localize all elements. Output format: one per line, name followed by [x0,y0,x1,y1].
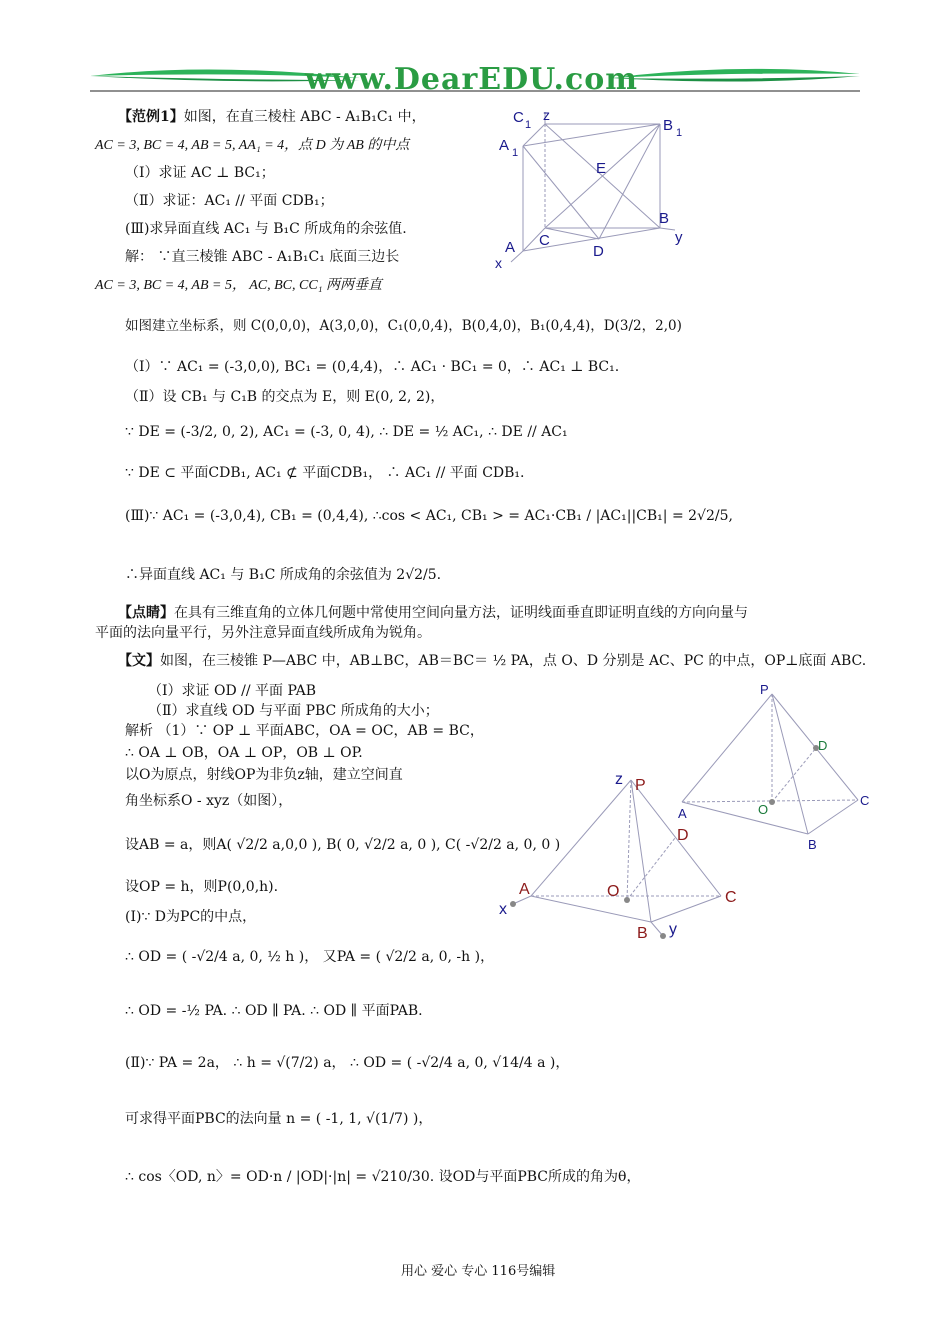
note-text2: 平面的法向量平行，另外注意异面直线所成角为锐角。 [95,625,431,641]
svg-text:C: C [513,109,524,126]
svg-text:z: z [543,107,550,123]
ex1-s6: ∵ DE = (-3/2, 0, 2), AC₁ = (-3, 0, 4), ∴ DE = ½ AC₁, ∴ DE // AC₁ [125,424,568,440]
wen-a10: (Ⅱ)∵ PA = 2a， ∴ h = √(7/2) a， ∴ OD = ( -√2/4 a, 0, √14/4 a )， [125,1055,570,1071]
svg-text:C: C [725,889,737,906]
svg-text:A: A [499,137,510,154]
svg-text:P: P [635,777,646,794]
ex1-line1 [118,106,426,126]
svg-text:A: A [505,239,516,256]
svg-text:1: 1 [676,127,683,139]
svg-text:C: C [860,793,870,808]
note-line1 [118,602,748,622]
wen-a3: 以O为原点，射线OP为非负z轴，建立空间直 [125,767,403,783]
svg-text:y: y [669,921,677,938]
site-title: www.DearEDU.com [305,62,639,97]
wen-a5: 设AB = a，则A( √2/2 a,0,0 ), B( 0, √2/2 a, 0 ), C( -√2/2 a, 0, 0 ) [125,837,561,853]
svg-text:O: O [758,802,769,817]
ex1-q3: (Ⅲ)求异面直线 AC₁ 与 B₁C 所成角的余弦值. [125,221,407,237]
wen-a7: (Ⅰ)∵ D为PC的中点， [125,909,257,925]
svg-text:O: O [607,883,620,900]
pyramid-figure-axes [495,766,755,946]
svg-text:B: B [663,117,674,134]
ex1-s3: 如图建立坐标系，则 C(0,0,0)，A(3,0,0)，C₁(0,0,4)，B(0,4,0)，B₁(0,4,4)，D(3/2，2,0) [125,318,682,334]
ex1-s1: 解： ∵直三棱锥 ABC - A₁B₁C₁ 底面三边长 [125,249,400,265]
ex1-q2: （Ⅱ）求证：AC₁ // 平面 CDB₁； [125,193,334,209]
svg-text:z: z [615,771,623,788]
wen-q2: （Ⅱ）求直线 OD 与平面 PBC 所成角的大小； [148,703,439,719]
svg-text:B: B [808,837,817,852]
wen-a4: 角坐标系O - xyz（如图）， [125,793,293,809]
prism-figure [495,106,695,276]
svg-text:B: B [659,210,670,227]
svg-text:D: D [677,827,689,844]
svg-text:D: D [818,738,828,753]
ex1-s2: AC = 3, BC = 4, AB = 5， AC, BC, CC₁ 两两垂直 [95,278,383,293]
ex1-s4: （Ⅰ）∵ AC₁ = (-3,0,0), BC₁ = (0,4,4)，∴ AC₁ · BC₁ = 0，∴ AC₁ ⊥ BC₁. [125,359,620,375]
svg-text:y: y [675,229,683,246]
svg-text:x: x [499,901,507,918]
ex1-l1: 如图，在直三棱柱 ABC - A₁B₁C₁ 中， [183,109,426,125]
wen-a12: ∴ cos〈OD, n〉= OD·n / |OD|·|n| = √210/30. 设OD与平面PBC所成的角为θ， [125,1169,641,1185]
svg-text:E: E [596,160,607,177]
wen-intro: 如图，在三棱锥 P—ABC 中，AB⊥BC，AB＝BC＝ ½ PA，点 O、D 分别是 AC、PC 的中点，OP⊥底面 ABC. [160,653,867,669]
svg-text:1: 1 [512,147,519,159]
svg-text:D: D [593,243,604,260]
wen-a11: 可求得平面PBC的法向量 n = ( -1, 1, √(1/7) )， [125,1111,433,1127]
svg-text:C: C [539,232,550,249]
svg-text:x: x [495,255,502,271]
ex1-l2: AC = 3, BC = 4, AB = 5, AA₁ = 4，点 D 为 AB 的中点 [95,138,410,153]
ex1-s8: (Ⅲ)∵ AC₁ = (-3,0,4), CB₁ = (0,4,4), ∴cos < AC₁, CB₁ > = AC₁·CB₁ / |AC₁||CB₁| = 2√2/5, [125,508,733,524]
wen-a2: ∴ OA ⊥ OB，OA ⊥ OP，OB ⊥ OP. [125,745,363,761]
ex1-s5: （Ⅱ）设 CB₁ 与 C₁B 的交点为 E，则 E(0, 2, 2)， [125,389,445,405]
footer-text: 用心 爱心 专心 116号编辑 [401,1264,556,1279]
svg-text:1: 1 [525,119,532,131]
ex1-q1: （Ⅰ）求证 AC ⊥ BC₁； [125,165,275,181]
wen-tag: 【文】 [118,653,160,669]
ex1-tag: 【范例1】 [118,109,184,125]
svg-text:A: A [519,881,530,898]
note-text1: 在具有三维直角的立体几何题中常使用空间向量方法，证明线面垂直即证明直线的方向向量与 [174,605,748,621]
wen-a1: 解析 （1）∵ OP ⊥ 平面ABC，OA = OC，AB = BC， [125,723,484,739]
wen-a8: ∴ OD = ( -√2/4 a, 0, ½ h )， 又PA = ( √2/2 a, 0, -h )， [125,949,495,965]
wen-a6: 设OP = h，则P(0,0,h). [125,879,279,895]
ex1-s7: ∵ DE ⊂ 平面CDB₁, AC₁ ⊄ 平面CDB₁， ∴ AC₁ // 平面 CDB₁. [125,465,525,481]
wen-q1: （Ⅰ）求证 OD // 平面 PAB [148,683,316,699]
wen-a9: ∴ OD = -½ PA. ∴ OD ∥ PA. ∴ OD ∥ 平面PAB. [125,1003,423,1019]
wen-line1 [118,650,866,670]
svg-text:B: B [637,925,648,942]
svg-text:A: A [678,806,687,821]
ex1-s9: ∴异面直线 AC₁ 与 B₁C 所成角的余弦值为 2√2/5. [125,567,442,583]
svg-text:P: P [760,682,769,697]
note-tag: 【点睛】 [118,605,174,621]
